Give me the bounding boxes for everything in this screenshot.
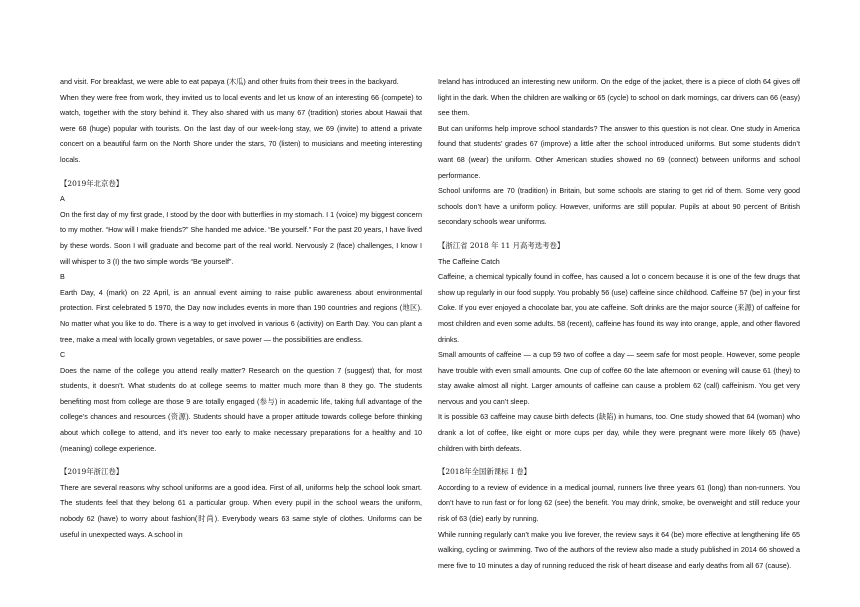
section-gap bbox=[438, 230, 800, 238]
paragraph: B bbox=[60, 272, 65, 282]
left-column bbox=[60, 74, 422, 542]
paragraph: On the first day of my first grade, I stood by the door with butterflies in my stomach. I 1 (voice) my biggest concern to my mother. “How will I make friends?” She handed me advice. “Be yourself.” For the past 20 years, I have lived by these words. Soon I will graduate and become part of the real world. Nervously 2 (face) challenges, I know I will whisper to 3 (I) the two simple words “Be yourself”. bbox=[60, 209, 422, 266]
section-gap bbox=[438, 456, 800, 464]
paragraph: A bbox=[60, 194, 65, 204]
paragraph: Does the name of the college you attend really matter? Research on the question 7 (suggest) that, for most students, it doesn’t. What students do at college seems to matter much more than 8 they go. The students benefiting most from college are those 9 are totally engaged (参与) in academic life, taking full advantage of the college’s chances and resources (资源). Students should have a proper attitude towards college before thinking about which college to attend, and it’s never too early to make necessary preparations for a healthy and 10 (meaning) college experience. bbox=[60, 365, 422, 453]
paragraph: The Caffeine Catch bbox=[438, 256, 500, 266]
paragraph: Caffeine, a chemical typically found in coffee, has caused a lot o concern because it is one of the few drugs that show up regularly in our food supply. You probably 56 (use) caffeine since childhood. Caffeine 57 (be) in your first Coke. If you ever enjoyed a chocolate bar, you ate caffeine. Soft drinks are the major source (来源) of caffeine for most children and even some adults. 58 (recent), caffeine has found its way into orange, apple, and other flavored drinks. bbox=[438, 272, 800, 344]
paragraph: School uniforms are 70 (tradition) in Britain, but some schools are staring to get rid of them. Some very good schools don’t have a uniform policy. However, uniforms are still popular. Pupils at about 90 percent of British secondary schools wear uniforms. bbox=[438, 186, 800, 227]
paragraph: Small amounts of caffeine — a cup 59 two of coffee a day — seem safe for most people. However, some people have trouble with even small amounts. One cup of coffee 60 the late afternoon or evening will cause 61 (they) to stay awake almost all night. Larger amounts of caffeine can cause a problem 62 (call) caffeinism. You get very nervous and you can’t sleep. bbox=[438, 350, 800, 406]
right-column bbox=[438, 74, 800, 573]
section-heading: 【2019年北京卷】 bbox=[60, 178, 124, 188]
paragraph: and visit. For breakfast, we were able to eat papaya (木瓜) and other fruits from their trees in the backyard. bbox=[60, 77, 399, 86]
section-gap bbox=[60, 456, 422, 464]
paragraph: It is possible 63 caffeine may cause birth defects (缺陷) in humans, too. One study showed that 64 (woman) who drank a lot of coffee, like eight or more cups per day, while they were pregnant were more likely 65 (have) children with birth defeats. bbox=[438, 412, 800, 453]
paragraph: Earth Day, 4 (mark) on 22 April, is an annual event aiming to raise public awareness about environmental protection. First celebrated 5 1970, the Day now includes events in more than 190 countries and regions (地区). No matter what you like to do. There is a way to get involved in various 6 (activity) on Earth Day. You can plant a tree, make a meal with locally grown vegetables, or save power — the possibilities are endless. bbox=[60, 287, 422, 344]
paragraph: Ireland has introduced an interesting new uniform. On the edge of the jacket, there is a piece of cloth 64 gives off light in the dark. When the children are walking or 65 (cycle) to school on dark mornings, car drivers can 66 (easy) see them. bbox=[438, 77, 800, 118]
paragraph: According to a review of evidence in a medical journal, runners live three years 61 (long) than non-runners. You don’t have to run fast or for long 62 (see) the benefit. You may drink, smoke, be overweight and still reduce your risk of 63 (die) early by running. bbox=[438, 482, 800, 524]
paragraph: There are several reasons why school uniforms are a good idea. First of all, uniforms help the school look smart. The students feel that they belong 61 a particular group. When every pupil in the school wears the uniform, nobody 62 (have) to worry about fashion(时尚). Everybody wears 63 same style of clothes. Uniforms can be useful in unexpected ways. A school in bbox=[60, 482, 422, 539]
paragraph: While running regularly can’t make you live forever, the review says it 64 (be) more effective at lengthening life 65 walking, cycling or swimming. Two of the authors of the review also made a study published in 2014 66 showed a mere five to 10 minutes a day of running reduced the risk of heart disease and early deaths from all 67 (cause). bbox=[438, 529, 800, 570]
section-heading: 【2019年浙江卷】 bbox=[60, 467, 124, 477]
section-heading: 【2018年全国新课标 I 卷】 bbox=[438, 467, 531, 477]
paragraph: C bbox=[60, 350, 66, 360]
section-heading: 【浙江省 2018 年 11 月高考选考卷】 bbox=[438, 240, 565, 250]
section-gap bbox=[60, 168, 422, 176]
paragraph: When they were free from work, they invited us to local events and let us know of an interesting 66 (compete) to watch, together with the story behind it. They also shared with us many 67 (tradition) stories about Hawaii that were 68 (huge) popular with tourists. On the last day of our week-long stay, we 69 (invite) to attend a private concert on a beautiful farm on the North Shore under the stars, 70 (listen) to musicians and meeting interesting locals. bbox=[60, 92, 422, 164]
paragraph: But can uniforms help improve school standards? The answer to this question is not clear. One study in America found that students’ grades 67 (improve) a little after the school introduced uniforms. But some students didn’t want 68 (wear) the uniform. Other American studies showed no 69 (connect) between uniforms and school performance. bbox=[438, 123, 800, 180]
